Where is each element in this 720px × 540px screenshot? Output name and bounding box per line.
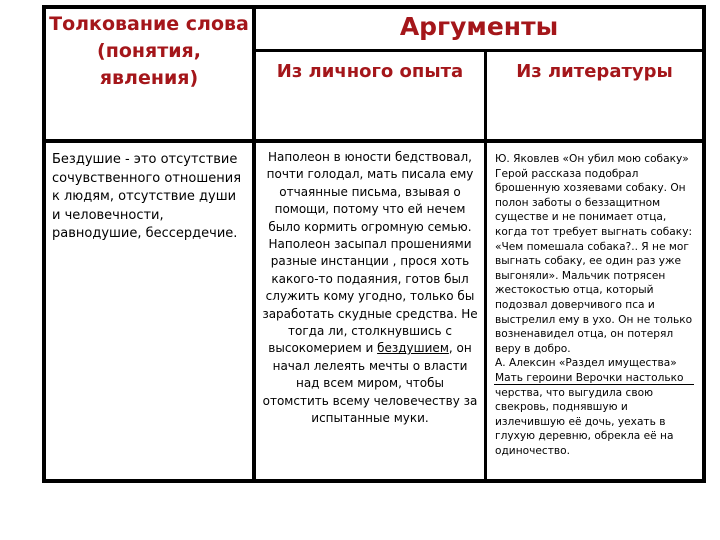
definition-header-cell bbox=[46, 9, 252, 139]
personal-experience-header: Из личного опыта bbox=[276, 61, 464, 82]
definition-header: Толкование слова (понятия, явления) bbox=[49, 13, 249, 89]
literature-header: Из литературы bbox=[516, 61, 673, 82]
literature-text bbox=[487, 143, 702, 458]
definition-cell bbox=[46, 143, 252, 479]
literature-header-cell bbox=[487, 52, 702, 139]
personal-experience-text bbox=[256, 143, 484, 428]
literature-cell bbox=[487, 143, 702, 479]
divider-line bbox=[494, 384, 694, 385]
arguments-table bbox=[42, 5, 706, 483]
literature-paragraph-2: А. Алексин «Раздел имущества» Мать героини Верочки настолько черства, что выгудила свою свекровь, поднявшую и излечившую её дочь, уехать в глухую деревню, обрекла её на одиночество. bbox=[495, 357, 684, 457]
highlighted-word: бездушием bbox=[377, 341, 449, 356]
arguments-header: Аргументы bbox=[399, 12, 559, 41]
personal-text-before: Наполеон в юности бедствовал, почти голодал, мать писала ему отчаянные письма, взывая о помощи, потому что ей нечем было кормить огромную семью. Наполеон засыпал прошениями разные инстанции , прося хоть какого-то подаяния, готов был служить кому угодно, только бы заработать скудные средства. Не тогда ли, столкнувшись с высокомерием и bbox=[262, 150, 478, 356]
personal-experience-cell bbox=[256, 143, 484, 479]
personal-text-after: , он начал лелеять мечты о власти над всем миром, чтобы отомстить всему человечеству за испытанные муки. bbox=[262, 341, 478, 426]
personal-experience-header-cell bbox=[256, 52, 484, 139]
arguments-header-cell bbox=[256, 9, 702, 49]
definition-text: Бездушие - это отсутствие сочувственного отношения к людям, отсутствие души и человечности, равнодушие, бессердечие. bbox=[52, 152, 242, 241]
literature-paragraph-1: Ю. Яковлев «Он убил мою собаку» Герой рассказа подобрал брошенную хозяевами собаку. Он полон заботы о беззащитном существе и не понимает отца, когда тот требует выгнать собаку: «Чем помешала собака?.. Я не мог выгнать собаку, ее один раз уже выгоняли». Мальчик потрясен жестокостью отца, который подозвал доверчивого пса и выстрелил ему в ухо. Он не только возненавидел отца, он потерял веру в добро. bbox=[495, 153, 693, 355]
